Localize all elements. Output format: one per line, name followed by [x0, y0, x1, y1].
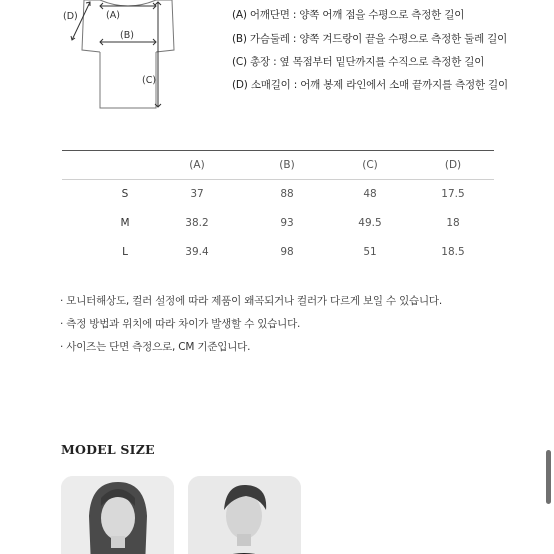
tshirt-measurement-diagram — [0, 0, 230, 120]
model-size-heading: MODEL SIZE — [61, 442, 155, 457]
table-cell: 49.5 — [358, 217, 382, 229]
table-top-rule — [62, 150, 494, 151]
diagram-label-d: (D) — [63, 11, 78, 22]
note-measurement-variance: · 측정 방법과 위치에 따라 차이가 발생할 수 있습니다. — [60, 318, 301, 330]
row-label-s: S — [121, 188, 129, 200]
tshirt-collar — [100, 0, 156, 6]
row-label-m: M — [120, 217, 130, 229]
table-cell: 18.5 — [441, 246, 465, 258]
note-monitor-color: · 모니터해상도, 컬러 설정에 따라 제품이 왜곡되거나 컬러가 다르게 보일 수 있습니다. — [60, 295, 442, 307]
model-photo-male-image — [188, 476, 301, 554]
model-photo-female-image — [61, 476, 174, 554]
table-cell: 88 — [280, 188, 294, 200]
table-cell: 37 — [190, 188, 204, 200]
size-table — [62, 150, 494, 272]
diagram-label-b: (B) — [120, 30, 134, 41]
table-cell: 18 — [446, 217, 460, 229]
diagram-label-a: (A) — [106, 10, 120, 21]
column-header-c: (C) — [362, 159, 378, 171]
column-header-b: (B) — [279, 159, 295, 171]
table-cell: 98 — [280, 246, 294, 258]
table-cell: 39.4 — [185, 246, 209, 258]
tshirt-right-sleeve — [156, 0, 174, 52]
definition-a: (A) 어깨단면 : 양쪽 어깨 점을 수평으로 측정한 길이 — [232, 9, 465, 21]
diagram-label-c: (C) — [142, 75, 157, 86]
table-cell: 17.5 — [441, 188, 465, 200]
definition-b: (B) 가슴둘레 : 양쪽 겨드랑이 끝을 수평으로 측정한 둘레 길이 — [232, 33, 508, 45]
table-cell: 38.2 — [185, 217, 209, 229]
definition-c: (C) 총장 : 옆 목점부터 밑단까지를 수직으로 측정한 길이 — [232, 56, 485, 68]
column-header-d: (D) — [444, 159, 462, 171]
row-label-l: L — [122, 246, 128, 258]
table-cell: 51 — [363, 246, 377, 258]
table-header-rule — [62, 179, 494, 180]
note-size-unit: · 사이즈는 단면 측정으로, CM 기준입니다. — [60, 341, 251, 353]
table-cell: 48 — [363, 188, 377, 200]
table-cell: 93 — [280, 217, 294, 229]
page-scrollbar[interactable] — [546, 450, 551, 504]
column-header-a: (A) — [189, 159, 205, 171]
model-photo-female — [61, 476, 174, 554]
tshirt-left-sleeve — [82, 0, 100, 52]
model-photo-male — [188, 476, 301, 554]
definition-d: (D) 소매길이 : 어깨 봉제 라인에서 소매 끝까지를 측정한 길이 — [232, 79, 508, 91]
